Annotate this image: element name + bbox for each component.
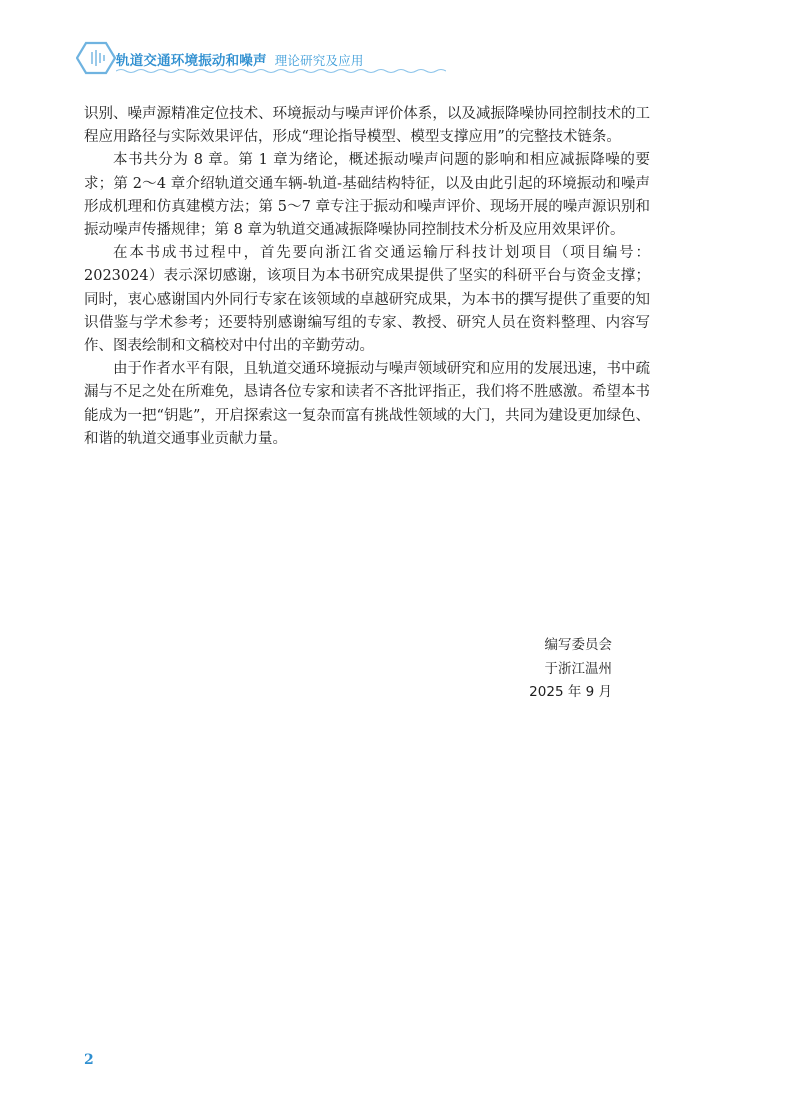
signature-block: [529, 634, 612, 705]
running-header: [76, 40, 716, 76]
signature-author: 编写委员会: [544, 637, 612, 653]
signature-date: 2025 年 9 月: [529, 684, 612, 700]
page-number: 2: [84, 1052, 94, 1068]
book-title: [116, 49, 364, 69]
hexagon-logo-icon: [76, 40, 120, 76]
book-subtitle: 理论研究及应用: [274, 53, 364, 68]
preface-body: [84, 103, 650, 451]
paragraph: 由于作者水平有限，且轨道交通环境振动与噪声领域研究和应用的发展迅速，书中疏漏与不足之处在所难免，恳请各位专家和读者不吝批评指正，我们将不胜感激。希望本书能成为一把“钥匙”，开启探索这一复杂而富有挑战性领域的大门，共同为建设更加绿色、和谐的轨道交通事业贡献力量。: [84, 361, 650, 447]
book-title-main: 轨道交通环境振动和噪声: [116, 53, 267, 69]
paragraph: 在本书成书过程中，首先要向浙江省交通运输厅科技计划项目（项目编号：2023024）表示深切感谢，该项目为本书研究成果提供了坚实的科研平台与资金支撑；同时，衷心感谢国内外同行专家在该领域的卓越研究成果，为本书的撰写提供了重要的知识借鉴与学术参考；还要特别感谢编写组的专家、教授、研究人员在资料整理、内容写作、图表绘制和文稿校对中付出的辛勤劳动。: [84, 245, 650, 355]
paragraph: 识别、噪声源精准定位技术、环境振动与噪声评价体系，以及减振降噪协同控制技术的工程应用路径与实际效果评估，形成“理论指导模型、模型支撑应用”的完整技术链条。: [84, 106, 650, 146]
paragraph: 本书共分为 8 章。第 1 章为绪论，概述振动噪声问题的影响和相应减振降噪的要求；第 2～4 章介绍轨道交通车辆-轨道-基础结构特征，以及由此引起的环境振动和噪声形成机理和仿真建模方法；第 5～7 章专注于振动和噪声评价、现场开展的噪声源识别和振动噪声传播规律；第 8 章为轨道交通减振降噪协同控制技术分析及应用效果评价。: [84, 152, 650, 239]
header-wave-decoration: [116, 68, 446, 74]
signature-place: 于浙江温州: [544, 660, 612, 677]
